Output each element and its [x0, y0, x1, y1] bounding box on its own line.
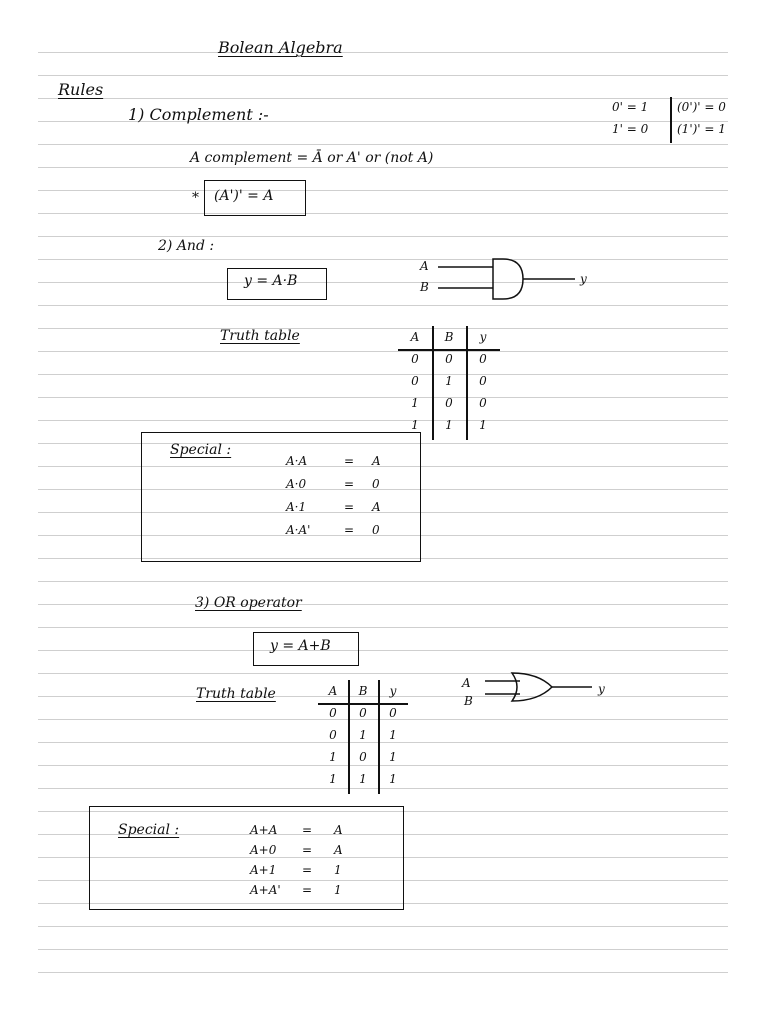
ruled-line	[38, 972, 728, 973]
truth-table-cell: 1	[329, 750, 337, 764]
truth-table-cell: 1	[329, 772, 337, 786]
special-rule-part: 0	[372, 523, 380, 537]
truth-table-cell: 0	[359, 706, 367, 720]
complement-rule-3: (1')' = 1	[677, 122, 726, 136]
truth-table-cell: 0	[411, 352, 419, 366]
and-heading: 2) And :	[158, 238, 215, 254]
and-gate-input-a: A	[420, 259, 429, 273]
truth-table-cell: 1	[445, 418, 453, 432]
ruled-line	[38, 788, 728, 789]
truth-table-header: y	[389, 684, 397, 698]
ruled-line	[38, 581, 728, 582]
ruled-line	[38, 259, 728, 260]
ruled-line	[38, 236, 728, 237]
ruled-line	[38, 190, 728, 191]
truth-table-cell: 1	[479, 418, 487, 432]
special-rule-part: =	[344, 477, 355, 491]
special-rule-part: A	[372, 500, 381, 514]
truth-table-cell: 1	[359, 728, 367, 742]
or-formula: y = A+B	[270, 638, 331, 654]
complement-boxed-rule: (A')' = A	[214, 188, 274, 204]
special-rule-part: =	[302, 883, 313, 897]
and-formula: y = A·B	[244, 273, 298, 289]
special-rule-part: A·A	[286, 454, 308, 468]
or-heading: 3) OR operator	[195, 595, 302, 611]
truth-table-cell: 1	[445, 374, 453, 388]
ruled-line	[38, 765, 728, 766]
truth-table-cell: 0	[389, 706, 397, 720]
truth-table-cell: 0	[479, 374, 487, 388]
ruled-line	[38, 397, 728, 398]
special-rule-part: =	[344, 454, 355, 468]
ruled-line	[38, 328, 728, 329]
star-mark: *	[192, 190, 199, 206]
complement-rule-1: 1' = 0	[612, 122, 649, 136]
special-rule-part: A+A	[250, 823, 278, 837]
ruled-line	[38, 167, 728, 168]
ruled-line	[38, 75, 728, 76]
rules-label: Rules	[58, 80, 104, 99]
truth-table-cell: 1	[359, 772, 367, 786]
special-rule-part: A+0	[250, 843, 277, 857]
complement-heading: 1) Complement :-	[128, 105, 269, 124]
special-rule-part: =	[344, 500, 355, 514]
truth-table-cell: 0	[411, 374, 419, 388]
ruled-line	[38, 604, 728, 605]
complement-rule-0: 0' = 1	[612, 100, 649, 114]
ruled-line	[38, 144, 728, 145]
ruled-line	[38, 98, 728, 99]
or-truth-table-label: Truth table	[196, 686, 276, 702]
ruled-line	[38, 374, 728, 375]
truth-table-cell: 1	[389, 750, 397, 764]
ruled-line	[38, 949, 728, 950]
ruled-line	[38, 420, 728, 421]
ruled-line	[38, 926, 728, 927]
complement-divider	[670, 97, 672, 143]
or-special-label: Special :	[118, 822, 180, 838]
truth-table-column-rule	[466, 326, 468, 440]
special-rule-part: A	[334, 843, 343, 857]
truth-table-cell: 0	[445, 352, 453, 366]
or-gate-input-a: A	[462, 676, 471, 690]
truth-table-cell: 0	[445, 396, 453, 410]
ruled-line	[38, 627, 728, 628]
special-rule-part: A+A'	[250, 883, 281, 897]
truth-table-cell: 0	[329, 706, 337, 720]
special-rule-part: 1	[334, 863, 342, 877]
ruled-line	[38, 213, 728, 214]
truth-table-column-rule	[348, 680, 350, 794]
special-rule-part: 1	[334, 883, 342, 897]
and-special-label: Special :	[170, 442, 232, 458]
truth-table-header: B	[444, 330, 454, 344]
truth-table-cell: 1	[389, 772, 397, 786]
truth-table-cell: 1	[411, 396, 419, 410]
special-rule-part: =	[344, 523, 355, 537]
and-gate-icon	[435, 255, 585, 305]
special-rule-part: A·A'	[286, 523, 311, 537]
truth-table-column-rule	[378, 680, 380, 794]
truth-table-cell: 1	[411, 418, 419, 432]
truth-table-column-rule	[432, 326, 434, 440]
special-rule-part: A	[372, 454, 381, 468]
and-truth-table-label: Truth table	[220, 328, 300, 344]
special-rule-part: A·1	[286, 500, 307, 514]
truth-table-header: A	[410, 330, 420, 344]
special-rule-part: =	[302, 863, 313, 877]
complement-definition: A complement = Ā or A' or (not A)	[190, 150, 434, 166]
truth-table-cell: 1	[389, 728, 397, 742]
ruled-line	[38, 673, 728, 674]
special-rule-part: A·0	[286, 477, 307, 491]
ruled-line	[38, 742, 728, 743]
truth-table-header: A	[328, 684, 338, 698]
ruled-line	[38, 305, 728, 306]
special-rule-part: A	[334, 823, 343, 837]
ruled-line	[38, 282, 728, 283]
or-gate-output: y	[598, 682, 605, 696]
ruled-line	[38, 52, 728, 53]
and-gate-output: y	[580, 272, 587, 286]
truth-table-header-rule	[398, 349, 500, 351]
truth-table-cell: 0	[479, 352, 487, 366]
truth-table-cell: 0	[479, 396, 487, 410]
truth-table-header: y	[479, 330, 487, 344]
or-gate-icon	[480, 670, 610, 710]
page-title: Bolean Algebra	[218, 38, 343, 57]
and-gate-input-b: B	[420, 280, 429, 294]
special-rule-part: 0	[372, 477, 380, 491]
special-rule-part: =	[302, 843, 313, 857]
ruled-line	[38, 650, 728, 651]
truth-table-cell: 0	[359, 750, 367, 764]
special-rule-part: A+1	[250, 863, 277, 877]
truth-table-cell: 0	[329, 728, 337, 742]
truth-table-header: B	[358, 684, 368, 698]
or-gate-input-b: B	[464, 694, 473, 708]
truth-table-header-rule	[318, 703, 408, 705]
special-rule-part: =	[302, 823, 313, 837]
complement-rule-2: (0')' = 0	[677, 100, 726, 114]
ruled-line	[38, 351, 728, 352]
